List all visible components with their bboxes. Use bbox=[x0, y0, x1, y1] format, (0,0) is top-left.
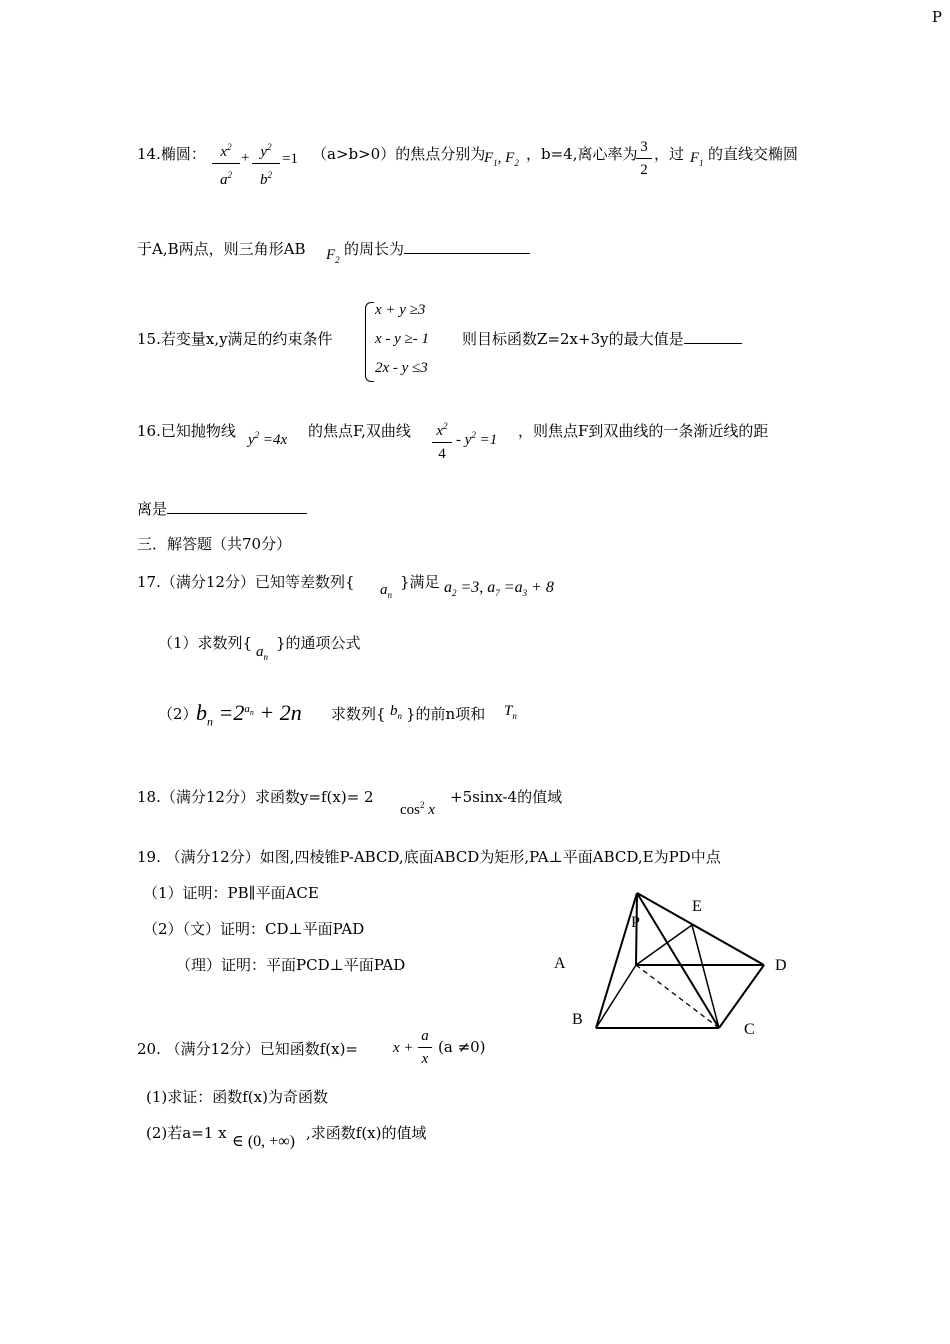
q20-part2: (2)若a=1 x bbox=[146, 1124, 227, 1142]
q16-line2: 离是 bbox=[137, 500, 168, 518]
q14-answer-blank[interactable] bbox=[404, 253, 530, 254]
q15-brace bbox=[365, 302, 374, 382]
q18-text: 18.（满分12分）求函数y=f(x)= 2 bbox=[137, 788, 374, 806]
q17-text: 17.（满分12分）已知等差数列{ bbox=[137, 573, 355, 591]
q17-part2b: 求数列{ bbox=[331, 705, 386, 723]
q15-constraint-1: x + y ≥3 bbox=[375, 302, 426, 318]
q16-frac-x: $x^2$ 4 bbox=[432, 416, 452, 464]
q14-condition: （a>b>0）的焦点分别为 bbox=[312, 145, 486, 163]
q20-condition: (a ≠0) bbox=[438, 1038, 486, 1056]
q17-bn-formula: $b_n =2^{a_n} + 2n$ bbox=[196, 700, 302, 729]
q20-text: 20. （满分12分）已知函数f(x)= bbox=[137, 1040, 358, 1058]
q15-answer-blank[interactable] bbox=[684, 343, 742, 344]
q17-part1b: }的通项公式 bbox=[276, 634, 361, 652]
q19-text: 19. （满分12分）如图,四棱锥P-ABCD,底面ABCD为矩形,PA⊥平面ABCD,E为PD中点 bbox=[137, 848, 721, 866]
q20-part2b: ,求函数f(x)的值域 bbox=[306, 1124, 427, 1142]
q16-text: 16.已知抛物线 bbox=[137, 422, 236, 440]
q16-after: ，则焦点F到双曲线的一条渐近线的距 bbox=[518, 422, 769, 440]
q15-constraint-3: 2x - y ≤3 bbox=[375, 360, 428, 376]
q17-close: }满足 bbox=[400, 573, 440, 591]
q14-label: 椭圆： bbox=[160, 145, 206, 163]
q15-constraint-2: x - y ≥- 1 bbox=[375, 331, 430, 347]
section-3-heading: 三．解答题（共70分） bbox=[137, 535, 292, 553]
q14-tail: 的直线交椭圆 bbox=[708, 145, 799, 163]
q14-number: 14. bbox=[137, 145, 161, 163]
q14-frac-x: $x^2$ $a^2$ bbox=[212, 137, 240, 190]
q14-frac-y: $y^2$ $b^2$ bbox=[252, 137, 280, 190]
vertex-label-A: A bbox=[554, 955, 566, 972]
q20-frac-a-x: a x bbox=[418, 1026, 432, 1069]
q20-interval: ∈ (0, +∞) bbox=[232, 1133, 295, 1150]
q17-condition-formula: $a_2 =3$, $a_7 =a_3 + 8$ bbox=[444, 579, 554, 599]
q14-b: ，b=4,离心率为 bbox=[526, 145, 638, 163]
q16-mid: 的焦点F,双曲线 bbox=[308, 422, 411, 440]
q16-answer-blank[interactable] bbox=[167, 513, 307, 514]
segment-AE bbox=[636, 925, 692, 965]
q17-part1: （1）求数列{ bbox=[158, 634, 253, 652]
vertex-label-P: P bbox=[631, 914, 640, 931]
edge-PC bbox=[637, 893, 719, 1028]
corner-mark: P bbox=[931, 8, 942, 26]
q14-line2: 于A,B两点，则三角形AB bbox=[137, 240, 306, 258]
q19-part3: （理）证明：平面PCD⊥平面PAD bbox=[176, 956, 406, 974]
vertex-label-E: E bbox=[692, 898, 702, 915]
q20-part1: (1)求证：函数f(x)为奇函数 bbox=[146, 1088, 328, 1106]
vertex-label-B: B bbox=[572, 1011, 583, 1028]
q17-part2: （2） bbox=[158, 705, 198, 723]
q15-text: 15.若变量x,y满足的约束条件 bbox=[137, 330, 333, 348]
segment-EC bbox=[692, 925, 719, 1028]
vertex-label-C: C bbox=[744, 1021, 755, 1038]
q14-line2b: 的周长为 bbox=[344, 240, 405, 258]
q14-after: ，过 bbox=[654, 145, 685, 163]
q19-part1: （1）证明：PB∥平面ACE bbox=[143, 884, 319, 902]
vertex-label-D: D bbox=[775, 957, 787, 974]
q17-part2c: }的前n项和 bbox=[406, 705, 486, 723]
diagonal-AC bbox=[636, 965, 719, 1028]
edge-AB bbox=[596, 965, 636, 1028]
q15-after: 则目标函数Z=2x+3y的最大值是 bbox=[462, 330, 684, 348]
q19-part2: （2）（文）证明：CD⊥平面PAD bbox=[143, 920, 365, 938]
q14-eccentricity: 3 2 bbox=[636, 137, 652, 180]
q18-cos: cos bbox=[400, 802, 420, 818]
q18-after: +5sinx-4的值域 bbox=[450, 788, 563, 806]
edge-CD bbox=[719, 965, 764, 1028]
